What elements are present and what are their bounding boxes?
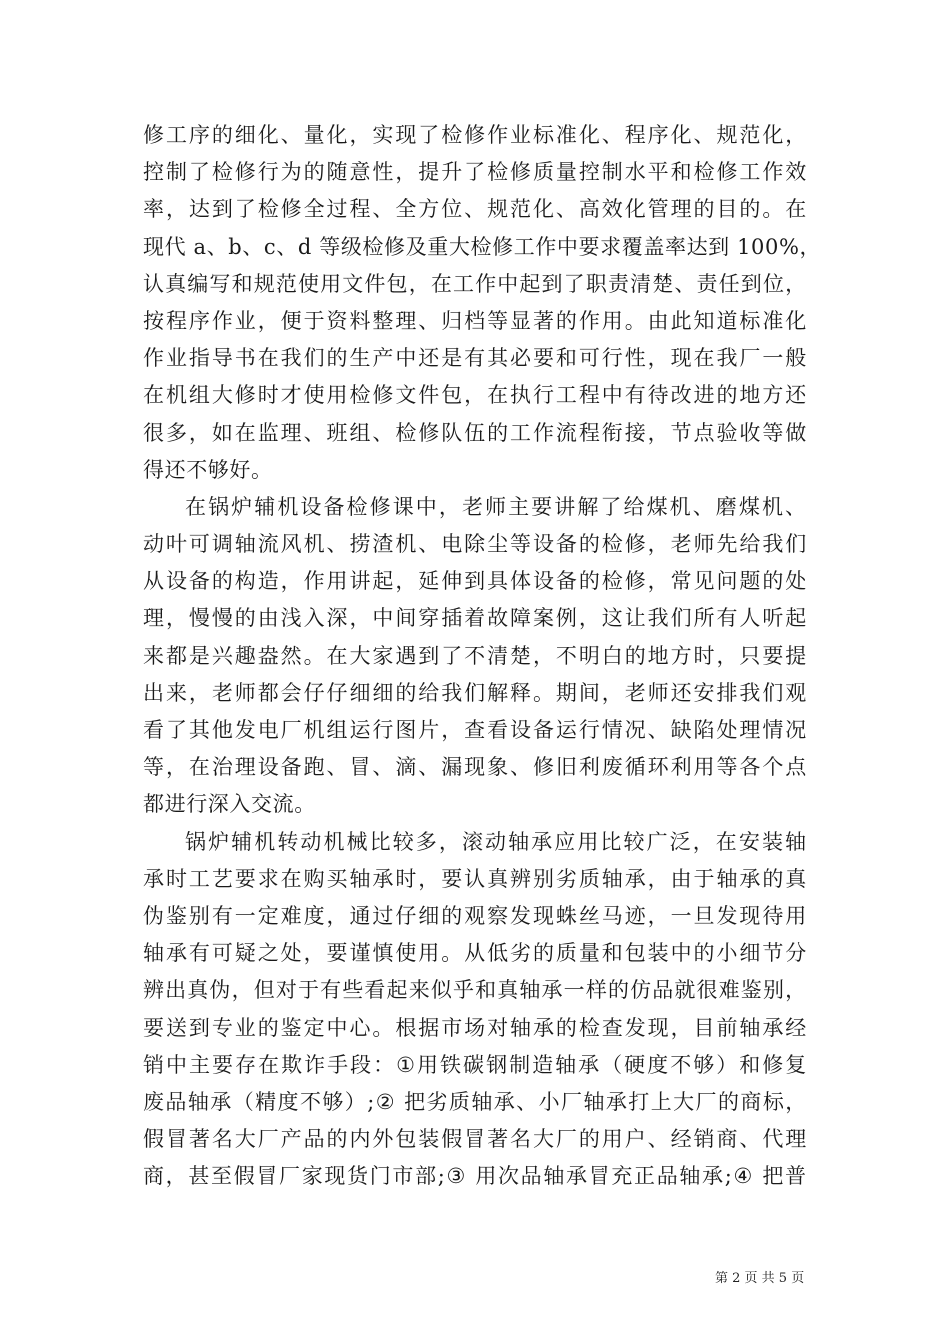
text-line: 控 制 了 检 修 行 为 的 随 意 性 ， 提 升 了 检 修 质 量 控 制 水 平 和 检 修 工 作 效 [143, 160, 807, 185]
text-line: 等 ， 在 治 理 设 备 跑 、 冒 、 滴 、 漏 现 象 、 修 旧 利 废 循 环 利 用 等 各 个 点 [143, 755, 807, 780]
text-line: 假 冒 著 名 大 厂 产 品 的 内 外 包 装 假 冒 著 名 大 厂 的 用 户 、 经 销 商 、 代 理 [143, 1127, 807, 1152]
text-line: 很 多 ， 如 在 监 理 、 班 组 、 检 修 队 伍 的 工 作 流 程 衔 接 ， 节 点 验 收 等 做 [143, 420, 807, 445]
text-line: 动 叶 可 调 轴 流 风 机 、 捞 渣 机 、 电 除 尘 等 设 备 的 检 修 ， 老 师 先 给 我 们 [143, 532, 807, 557]
text-line: 看 了 其 他 发 电 厂 机 组 运 行 图 片 ， 查 看 设 备 运 行 情 况 、 缺 陷 处 理 情 况 [143, 718, 807, 742]
text-line: 锅 炉 辅 机 转 动 机 械 比 较 多 ， 滚 动 轴 承 应 用 比 较 广 泛 ， 在 安 装 轴 [185, 829, 807, 854]
text-line: 按 程 序 作 业 ， 便 于 资 料 整 理 、 归 档 等 显 著 的 作 用 。 由 此 知 道 标 准 化 [143, 308, 807, 333]
body-text [143, 117, 822, 1195]
text-line: 认 真 编 写 和 规 范 使 用 文 件 包 ， 在 工 作 中 起 到 了 职 责 清 楚 、 责 任 到 位 ， [143, 271, 807, 296]
text-line: 现 代 a 、 b 、 c 、 d 等 级 检 修 及 重 大 检 修 工 作 中 要 求 覆 盖 率 达 到 1 0 0 % ， [143, 234, 822, 259]
text-line: 在 机 组 大 修 时 才 使 用 检 修 文 件 包 ， 在 执 行 工 程 中 有 待 改 进 的 地 方 还 [143, 383, 807, 408]
text-line: 商 ， 甚 至 假 冒 厂 家 现 货 门 市 部 ; ③ 用 次 品 轴 承 冒 充 正 品 轴 承 ; ④ 把 普 [143, 1164, 807, 1189]
text-line: 来 都 是 兴 趣 盎 然 。 在 大 家 遇 到 了 不 清 楚 ， 不 明 白 的 地 方 时 ， 只 要 提 [143, 643, 807, 668]
text-line: 都进行深入交流。 [143, 792, 316, 817]
text-line: 得还不够好。 [143, 457, 273, 482]
text-line: 出 来 ， 老 师 都 会 仔 仔 细 细 的 给 我 们 解 释 。 期 间 ， 老 师 还 安 排 我 们 观 [143, 680, 807, 705]
text-line: 要 送 到 专 业 的 鉴 定 中 心 。 根 据 市 场 对 轴 承 的 检 查 发 现 ， 目 前 轴 承 经 [143, 1015, 807, 1040]
text-line: 废 品 轴 承 （ 精 度 不 够 ） ; ② 把 劣 质 轴 承 、 小 厂 轴 承 打 上 大 厂 的 商 标 ， [143, 1089, 807, 1114]
text-line: 修 工 序 的 细 化 、 量 化 ， 实 现 了 检 修 作 业 标 准 化 、 程 序 化 、 规 范 化 ， [143, 123, 807, 147]
text-line: 辨 出 真 伪 ， 但 对 于 有 些 看 起 来 似 乎 和 真 轴 承 一 样 的 仿 品 就 很 难 鉴 别 ， [143, 978, 807, 1003]
text-line: 轴 承 有 可 疑 之 处 ， 要 谨 慎 使 用 。 从 低 劣 的 质 量 和 包 装 中 的 小 细 节 分 [143, 941, 807, 966]
text-line: 作 业 指 导 书 在 我 们 的 生 产 中 还 是 有 其 必 要 和 可 行 性 ， 现 在 我 厂 一 般 [143, 346, 807, 371]
page-number: 第 2 页 共 5 页 [715, 1271, 805, 1286]
text-line: 率 ， 达 到 了 检 修 全 过 程 、 全 方 位 、 规 范 化 、 高 效 化 管 理 的 目 的 。 在 [143, 197, 807, 222]
text-line: 从 设 备 的 构 造 ， 作 用 讲 起 ， 延 伸 到 具 体 设 备 的 检 修 ， 常 见 问 题 的 处 [143, 569, 807, 594]
text-line: 在 锅 炉 辅 机 设 备 检 修 课 中 ， 老 师 主 要 讲 解 了 给 煤 机 、 磨 煤 机 、 [185, 494, 807, 519]
text-line: 承 时 工 艺 要 求 在 购 买 轴 承 时 ， 要 认 真 辨 别 劣 质 轴 承 ， 由 于 轴 承 的 真 [143, 866, 807, 891]
text-line: 销 中 主 要 存 在 欺 诈 手 段 ： ① 用 铁 碳 钢 制 造 轴 承 （ 硬 度 不 够 ） 和 修 复 [143, 1052, 807, 1077]
text-line: 伪 鉴 别 有 一 定 难 度 ， 通 过 仔 细 的 观 察 发 现 蛛 丝 马 迹 ， 一 旦 发 现 待 用 [143, 903, 807, 928]
text-line: 理 ， 慢 慢 的 由 浅 入 深 ， 中 间 穿 插 着 故 障 案 例 ， 这 让 我 们 所 有 人 听 起 [143, 606, 807, 631]
